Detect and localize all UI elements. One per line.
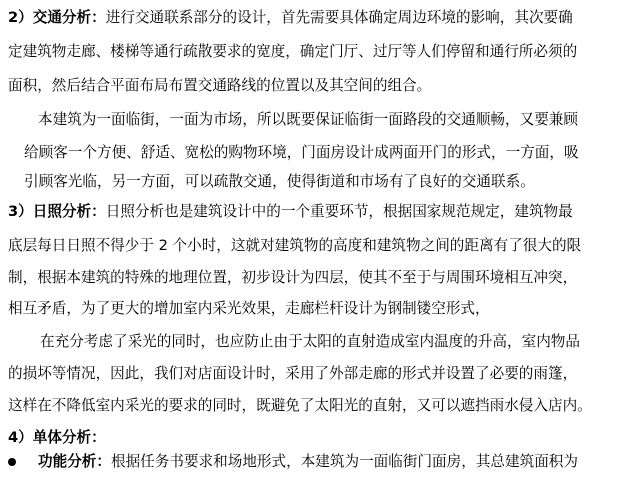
- function-heading: 功能分析：: [38, 453, 111, 470]
- traffic-line-1: [8, 8, 573, 28]
- sunlight-para2-line-2: 的损坏等情况，因此，我们对店面设计时，采用了外部走廊的形式并设置了必要的雨篷，: [8, 365, 578, 382]
- traffic-para2-line-1: 本建筑为一面临街，一面为市场，所以既要保证临街一面路段的交通顺畅，又要兼顾: [38, 111, 578, 128]
- traffic-line-3: 面积，然后结合平面布局布置交通路线的位置以及其空间的组合。: [8, 77, 432, 94]
- function-text: 根据任务书要求和场地形式，本建筑为一面临街门面房，其总建筑面积为: [110, 453, 578, 470]
- traffic-line-2: 定建筑物走廊、楼梯等通行疏散要求的宽度，确定门厅、过厅等人们停留和通行所必须的: [8, 43, 578, 60]
- sunlight-para2-line-1: 在充分考虑了采光的同时，也应防止由于太阳的直射造成室内温度的升高，室内物品: [40, 333, 580, 350]
- sunlight-line-2: 底层每日日照不得少于 2 个小时，这就对建筑物的高度和建筑物之间的距离有了很大的限: [8, 237, 582, 254]
- unit-heading: 4）单体分析：: [8, 429, 106, 446]
- sunlight-line-3: 制，根据本建筑的特殊的地理位置，初步设计为四层，使其不至于与周围环境相互冲突，: [8, 269, 578, 286]
- bullet-dot-icon: [8, 458, 16, 466]
- sunlight-line-4: 相互矛盾，为了更大的增加室内采光效果，走廊栏杆设计为钢制镂空形式，: [8, 300, 490, 317]
- traffic-para2-line-2: 给顾客一个方便、舒适、宽松的购物环境，门面房设计成两面开门的形式，一方面，吸: [24, 144, 579, 161]
- traffic-heading: 2）交通分析：: [8, 9, 106, 26]
- traffic-para2-line-3: 引顾客光临，另一方面，可以疏散交通，使得街道和市场有了良好的交通联系。: [24, 173, 535, 190]
- sunlight-heading: 3）日照分析：: [8, 203, 106, 220]
- sunlight-para2-line-3: 这样在不降低室内采光的要求的同时，既避免了太阳光的直射，又可以遮挡雨水侵入店内。: [8, 397, 592, 414]
- unit-bullet-line: [38, 452, 578, 472]
- traffic-text-1: 进行交通联系部分的设计，首先需要具体确定周边环境的影响，其次要确: [105, 9, 573, 26]
- sunlight-line-1: [8, 202, 573, 222]
- sunlight-text-1: 日照分析也是建筑设计中的一个重要环节，根据国家规范规定，建筑物最: [105, 203, 573, 220]
